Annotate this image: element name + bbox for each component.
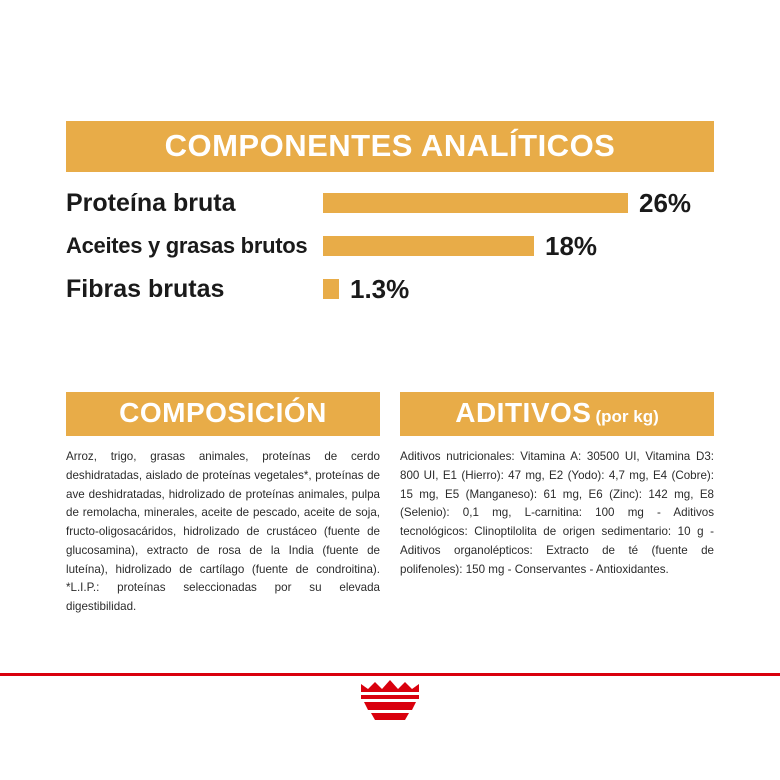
table-row bbox=[66, 184, 714, 222]
composition-text: Arroz, trigo, grasas animales, proteínas de cerdo deshidratadas, aislado de proteínas vegetales*, proteínas de ave deshidratadas, hidrolizado de proteínas animales, pulpa de remolacha, minerales, aceite de pescado, aceite de soja, fructo-oligosacáridos, hidrolizado de crustáceo (fuente de glucosamina), extracto de rosa de la India (fuente de luteína), hidrolizado de cartílago (fuente de condroitina). *L.I.P.: proteínas seleccionadas por su elevada digestibilidad. bbox=[66, 450, 380, 614]
detail-panels bbox=[66, 392, 714, 617]
composition-panel bbox=[66, 392, 380, 617]
nutrient-bar-area bbox=[311, 233, 714, 259]
analytical-components-title: COMPONENTES ANALÍTICOS bbox=[66, 121, 714, 172]
crown-icon bbox=[355, 680, 425, 722]
additives-header bbox=[400, 392, 714, 436]
nutrient-bar-area bbox=[311, 190, 714, 216]
nutrient-bar bbox=[323, 279, 339, 299]
nutrient-value: 26% bbox=[639, 188, 692, 218]
brand-crown-logo bbox=[0, 680, 780, 722]
composition-header bbox=[66, 392, 380, 436]
nutrient-label: Aceites y grasas brutos bbox=[66, 233, 308, 258]
additives-panel bbox=[400, 392, 714, 617]
composition-title: COMPOSICIÓN bbox=[119, 397, 327, 428]
nutrient-label: Proteína bruta bbox=[66, 188, 236, 217]
nutrient-rows bbox=[66, 184, 714, 308]
table-row bbox=[66, 270, 714, 308]
additives-text: Aditivos nutricionales: Vitamina A: 30500 UI, Vitamina D3: 800 UI, E1 (Hierro): 47 mg, E2 (Yodo): 4,7 mg, E4 (Cobre): 15 mg, E5 (Manganeso): 61 mg, E6 (Zinc): 142 mg, E8 (Selenio): 0,1 mg, L-carnitina: 100 mg - Aditivos tecnológicos: Clinoptilolita de origen sedimentario: 10 g - Aditivos organolépticos: Extracto de té (fuente de polifenoles): 150 mg - Conservantes - Antioxidantes. bbox=[400, 450, 714, 576]
additives-subtitle: (por kg) bbox=[595, 407, 659, 426]
nutrient-bar-area bbox=[311, 276, 714, 302]
table-row bbox=[66, 227, 714, 265]
footer-divider bbox=[0, 673, 780, 676]
nutrient-bar bbox=[323, 193, 628, 213]
nutrient-value: 1.3% bbox=[350, 274, 410, 304]
additives-title: ADITIVOS bbox=[455, 397, 592, 428]
nutrient-value: 18% bbox=[545, 231, 598, 261]
nutrient-label: Fibras brutas bbox=[66, 274, 225, 303]
nutrient-bar bbox=[323, 236, 534, 256]
analytical-components-panel bbox=[66, 121, 714, 313]
